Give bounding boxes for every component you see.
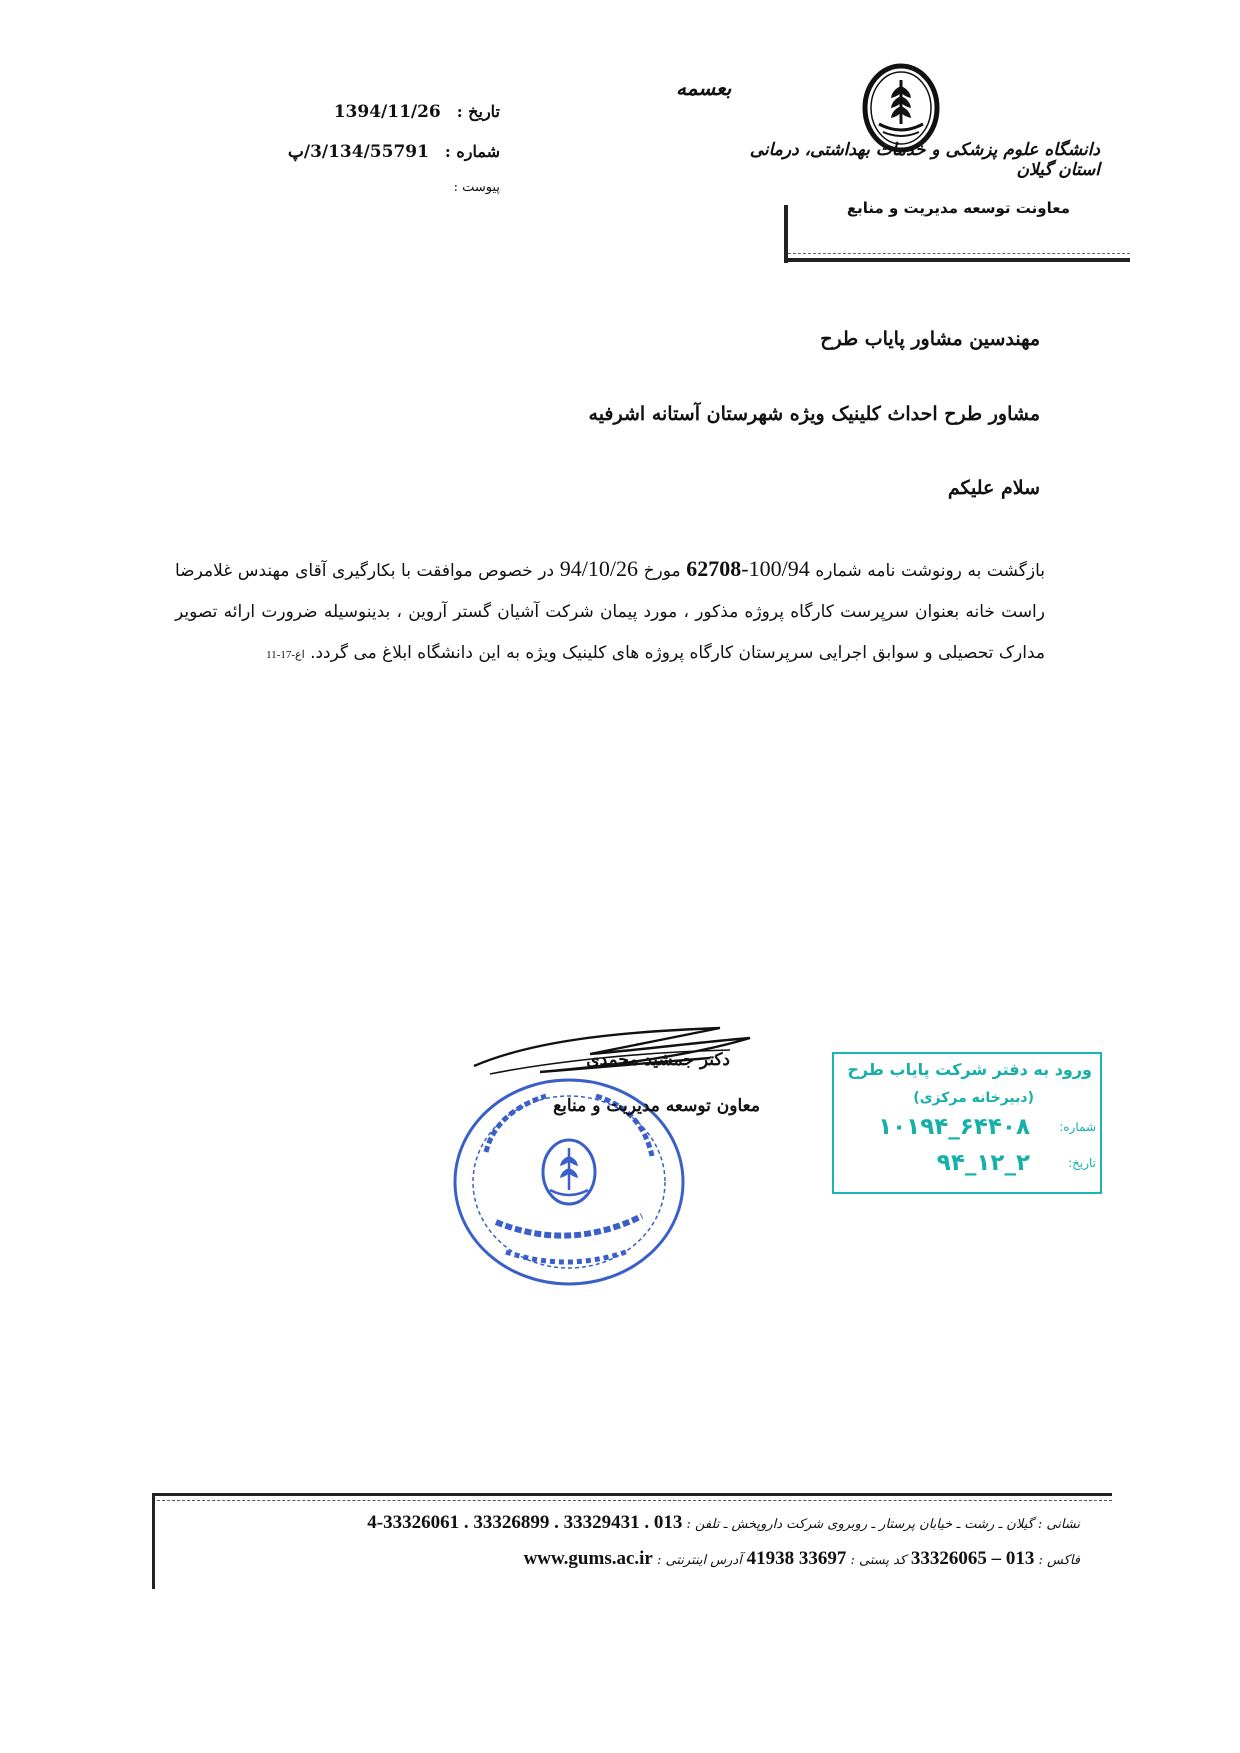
attachment-label: پیوست : [453,180,500,195]
footer-frame-vertical [152,1493,155,1589]
date-label: تاریخ : [456,102,500,121]
department-name: معاونت توسعه مدیریت و منابع [846,199,1070,217]
letter-number-suffix: -100/94 [741,556,810,581]
address-text: گیلان ـ رشت ـ خیابان پرستار ـ روبروی شرکت داروپخش ـ تلفن : [682,1517,1034,1532]
footer-contact-line [190,1548,1080,1570]
addressee-line-2: مشاور طرح احداث کلینیک ویژه شهرستان آستانه اشرفیه [588,403,1040,425]
letter-number [260,142,500,162]
receipt-stamp [832,1052,1102,1194]
stamp-number-value: ۱۰۱۹۴_۶۴۴۰۸ [878,1114,1030,1140]
addressee-line-1: مهندسین مشاور پایاب طرح [820,328,1040,350]
website-label: آدرس اینترنتی : [652,1553,742,1568]
body-text-2: مورخ [637,561,681,581]
body-text-3: در خصوص موافقت با بکارگیری آقای مهندس غلامرضا راست خانه بعنوان سرپرست کارگاه پروژه مذکور ، مورد پیمان شرکت آشیان گستر آروین ، بدینوسیله ضرورت ارائه تصویر مدارک تحصیلی و سوابق اجرایی سرپرستان کارگاه پروژه های کلینیک ویژه به این دانشگاه ابلاغ می گردد. [175,561,1045,663]
phone-numbers: 4-33326061 . 33326899 . 33329431 . 013 [367,1512,683,1533]
letter-attachment [260,180,500,195]
stamp-title: ورود به دفتر شرکت پایاب طرح [847,1060,1092,1079]
signatory-name: دکتر جمشید محمدی [586,1050,730,1070]
footer-address-line [190,1512,1080,1534]
letter-date [260,102,500,122]
letter-body [175,548,1045,676]
stamp-number-label: شماره: [1059,1120,1096,1134]
referenced-letter-number [686,556,809,581]
fax-label: فاکس : [1034,1553,1080,1568]
number-label: شماره : [444,142,500,161]
signatory-title: معاون توسعه مدیریت و منابع [553,1096,760,1116]
basmele-heading: بعسمه [676,76,732,100]
university-name: دانشگاه علوم پزشکی و خدمات بهداشتی، درمانی استان گیلان [749,140,1100,180]
stamp-subtitle: (دبیرخانه مرکزی) [913,1090,1034,1106]
footer-divider-dashed [152,1500,1112,1501]
address-label: نشانی : [1033,1517,1080,1532]
greeting: سلام علیکم [947,477,1040,499]
fax-number: 33326065 – 013 [910,1548,1035,1569]
stamp-date-label: تاریخ: [1068,1156,1096,1170]
number-value: 3/134/55791/پ [287,142,429,162]
header-frame-horizontal [784,258,1130,262]
postal-code: 41938 33697 [746,1548,847,1569]
letter-number-bold: 62708 [686,556,742,581]
date-value: 1394/11/26 [333,102,441,122]
postal-label: کد پستی : [846,1553,907,1568]
referenced-letter-date: 94/10/26 [559,556,638,581]
website-link[interactable]: www.gums.ac.ir [523,1548,653,1569]
stamp-date-value: ۹۴_۱۲_۲ [936,1150,1030,1176]
typist-reference: اع-17-11 [266,649,305,661]
body-text-1: بازگشت به رونوشت نامه شماره [809,561,1045,581]
footer-divider [152,1493,1112,1496]
header-frame-dashed [788,253,1130,255]
